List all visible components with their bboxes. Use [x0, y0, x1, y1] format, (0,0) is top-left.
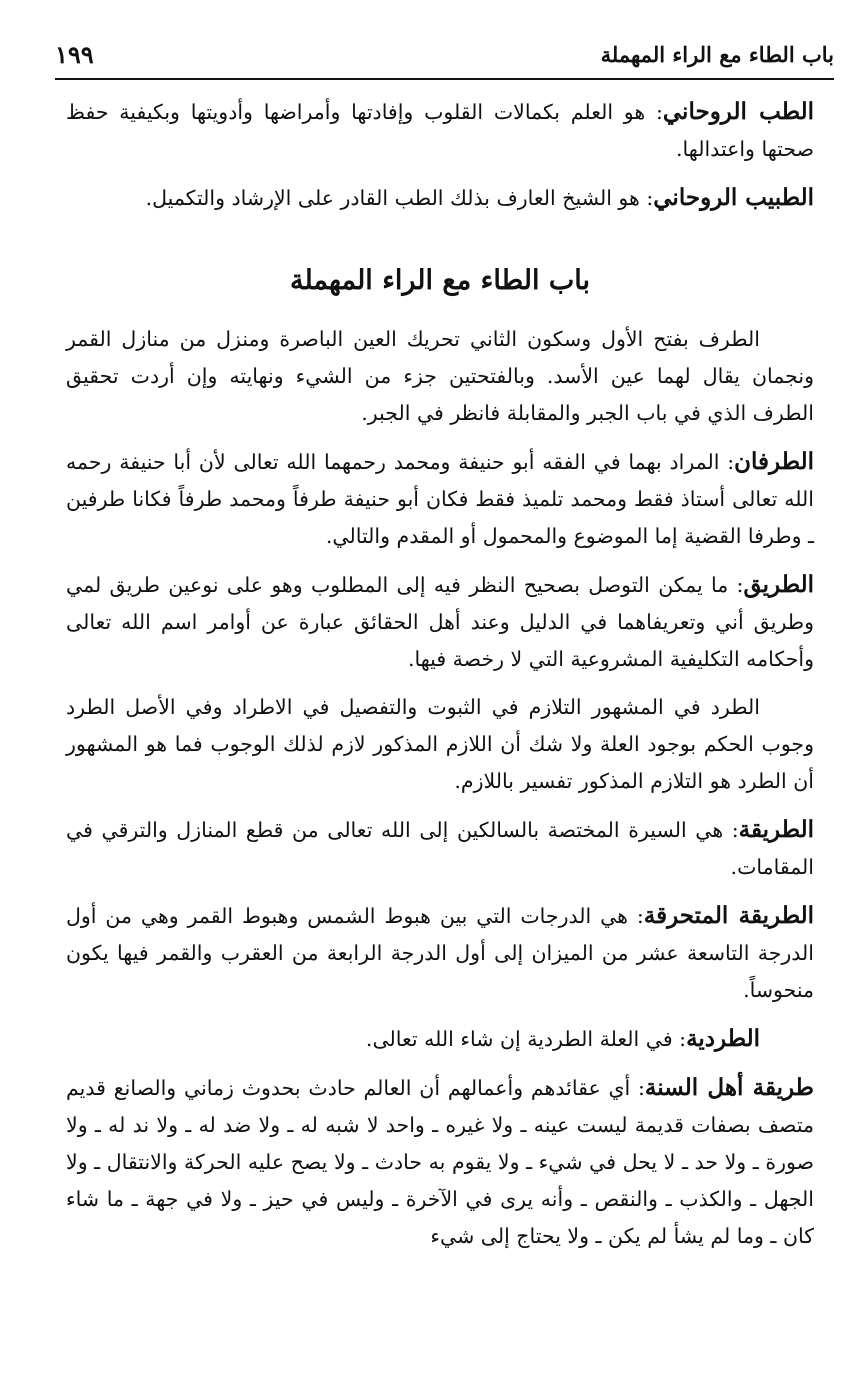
- entry-paragraph: [66, 1020, 814, 1058]
- running-title: باب الطاء مع الراء المهملة: [600, 41, 834, 67]
- entry-paragraph: [66, 1069, 814, 1255]
- chapter-heading: باب الطاء مع الراء المهملة: [289, 265, 591, 296]
- entry-paragraph: [66, 897, 814, 1009]
- running-header: [55, 32, 834, 76]
- body-text: [66, 93, 814, 1266]
- entry-term: الطبيب الروحاني: [653, 184, 814, 211]
- entry-definition: : هو العلم بكمالات القلوب وإفادتها وأمراضها وأدويتها وبكيفية حفظ صحتها واعتدالها.: [66, 100, 814, 161]
- entry-paragraph: [66, 689, 814, 800]
- entry-spiritual-medicine: [66, 93, 814, 168]
- entry-paragraph: [66, 443, 814, 555]
- entry-definition: : هي السيرة المختصة بالسالكين إلى الله تعالى من قطع المنازل والترقي في المقامات.: [66, 818, 814, 879]
- entry-paragraph: [66, 811, 814, 886]
- entry-definition: الطرف بفتح الأول وسكون الثاني تحريك العين الباصرة ومنزل من منازل القمر ونجمان يقال لهما عين الأسد. وبالفتحتين جزء من الشيء ونهايته وإن أردت تحقيق الطرف الذي في باب الجبر والمقابلة فانظر في الجبر.: [66, 327, 814, 425]
- entry-definition: الطرد في المشهور التلازم في الثبوت والتفصيل في الاطراد وفي الأصل الطرد وجوب الحكم بوجود العلة ولا شك أن اللازم المذكور لازم لذلك الوجوب فما هو المشهور أن الطرد هو التلازم المذكور تفسير باللازم.: [66, 695, 814, 793]
- entry-definition: : هو الشيخ العارف بذلك الطب القادر على الإرشاد والتكميل.: [145, 186, 654, 210]
- entry-spiritual-physician: [66, 179, 814, 217]
- header-rule: [55, 78, 834, 80]
- entry-term: الطريقة المتحرقة: [643, 902, 814, 929]
- entry-term: الطريقة: [738, 816, 814, 843]
- entry-definition: : في العلة الطردية إن شاء الله تعالى.: [365, 1027, 687, 1051]
- page-number: ١٩٩: [55, 39, 94, 69]
- entry-term: الطريق: [743, 571, 814, 598]
- entry-definition: : هي الدرجات التي بين هبوط الشمس وهبوط القمر وهي من أول الدرجة التاسعة عشر من الميزان إلى أول الدرجة الرابعة من العقرب والقمر فيها يكون منحوساً.: [66, 904, 814, 1002]
- entry-term: الطرفان: [734, 448, 814, 475]
- entry-definition: : ما يمكن التوصل بصحيح النظر فيه إلى المطلوب وهو على نوعين طريق لمي وطريق أني وتعريفاهما في الدليل وعند أهل الحقائق عبارة عن أوامر اسم الله تعالى وأحكامه التكليفية المشروعية التي لا رخصة فيها.: [66, 573, 814, 671]
- entry-paragraph: [66, 566, 814, 678]
- entry-paragraph: [66, 321, 814, 432]
- entry-term: الطب الروحاني: [662, 98, 814, 125]
- entry-term: الطردية: [686, 1025, 760, 1052]
- entry-definition: : المراد بهما في الفقه أبو حنيفة ومحمد رحمهما الله تعالى لأن أبا حنيفة رحمه الله تعالى أستاذ فقط ومحمد تلميذ فقط فكان أبو حنيفة طرفاً ومحمد طرفاً فكانا طرفين ـ وطرفا القضية إما الموضوع والمحمول أو المقدم والتالي.: [66, 450, 814, 548]
- entry-definition: : أي عقائدهم وأعمالهم أن العالم حادث بحدوث زماني والصانع قديم متصف بصفات قديمة ليست عينه ـ ولا غيره ـ واحد لا شبه له ـ ولا ضد له ـ ولا ند له ـ ولا صورة ـ ولا حد ـ لا يحل في شيء ـ ولا يقوم به حادث ـ ولا يصح عليه الحركة والانتقال ـ ولا الجهل ـ والكذب ـ والنقص ـ وأنه يرى في الآخرة ـ وليس في حيز ـ ولا في جهة ـ ما شاء كان ـ وما لم يشأ لم يكن ـ ولا يحتاج إلى شيء: [66, 1076, 814, 1248]
- entry-term: طريقة أهل السنة: [644, 1074, 814, 1101]
